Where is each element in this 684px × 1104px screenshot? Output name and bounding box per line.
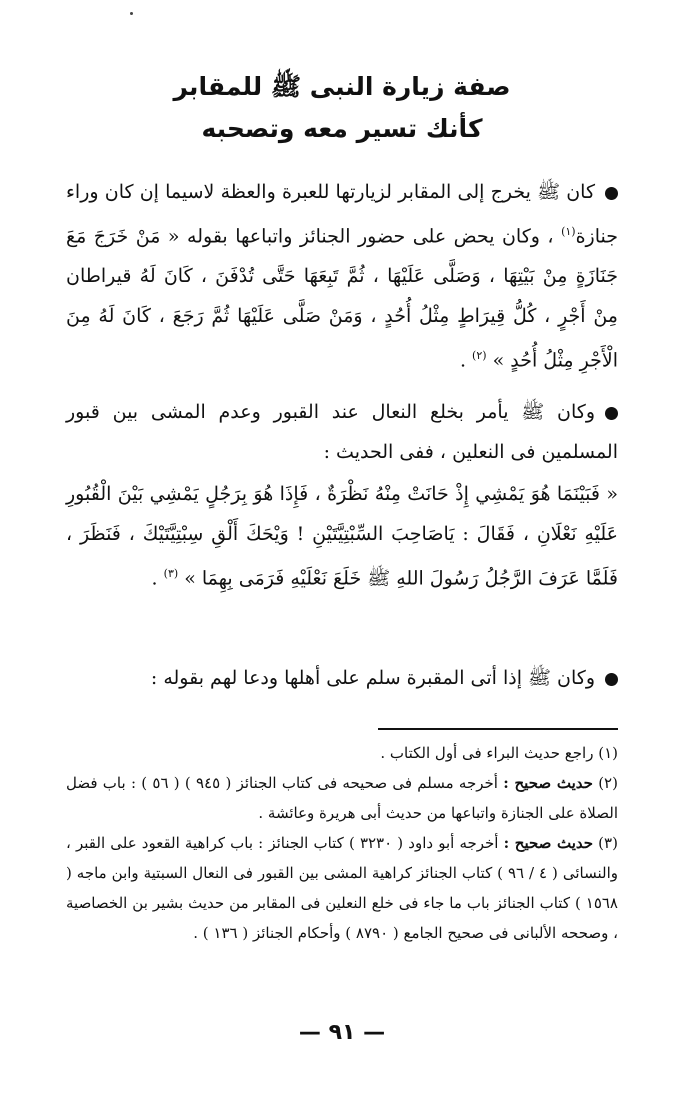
footnote-3-label: حديث صحيح :: [503, 834, 594, 852]
footnote-2-text: أخرجه مسلم فى صحيحه فى كتاب الجنائز ( ٩٤٥ ) ( ٥٦ ) : باب فضل الصلاة على الجنازة واتباعها من حديث أبى هريرة وعائشة .: [66, 774, 618, 822]
page-subtitle: كأنك تسير معه وتصحبه: [201, 114, 483, 143]
footnote-1: (١) راجع حديث البراء فى أول الكتاب .: [380, 744, 618, 762]
footnote-ref-1: (١): [561, 225, 576, 238]
footnote-2-number: (٢): [598, 774, 618, 792]
bullet-icon: [605, 407, 618, 420]
footnote-3-number: (٣): [598, 834, 618, 852]
bullet-icon: [605, 673, 618, 686]
footnote-2-label: حديث صحيح :: [503, 774, 593, 792]
page-number: — ٩١ —: [298, 1020, 386, 1045]
paragraph-3-text: « فَبَيْنَمَا هُوَ يَمْشِي إِذْ حَانَتْ مِنْهُ نَظْرَةٌ ، فَإِذَا هُوَ بِرَجُلٍ يَمْشِي بَيْنَ الْقُبُورِ عَلَيْهِ نَعْلَانِ ، فَقَالَ : يَاصَاحِبَ السِّبْتِيَّتَيْنِ ! وَيْحَكَ أَلْقِ سِبْتِيَّتَيْكَ ، فَنَظَرَ ، فَلَمَّا عَرَفَ الرَّجُلُ رَسُولَ اللهِ ﷺ خَلَعَ نَعْلَيْهِ فَرَمَى بِهِمَا »: [66, 483, 618, 590]
paragraph-1-text-cont: ، وكان يحض على حضور الجنائز واتباعها بقوله « مَنْ خَرَجَ مَعَ جَنَازَةٍ مِنْ بَيْتِهَا ، وَصَلَّى عَلَيْهَا ، ثُمَّ تَبِعَهَا حَتَّى تُدْفَنَ ، كَانَ لَهُ قيراطان مِنْ أَجْرٍ ، كُلُّ قِيرَاطٍ مِثْلُ أُحُدٍ ، وَمَنْ صَلَّى عَلَيْهَا ثُمَّ رَجَعَ ، كَانَ لَهُ مِنَ الْأَجْرِ مِثْلُ أُحُدٍ »: [66, 225, 618, 372]
paragraph-4: [66, 658, 618, 698]
footnotes: [66, 738, 618, 948]
bullet-icon: [605, 187, 618, 200]
paragraph-3-end: .: [151, 567, 158, 590]
paragraph-2-text: وكان ﷺ يأمر بخلع النعال عند القبور وعدم المشى بين قبور المسلمين فى النعلين ، ففى الحديث :: [66, 401, 618, 463]
paragraph-1: [66, 172, 618, 381]
paragraph-2: [66, 392, 618, 472]
paragraph-4-text: وكان ﷺ إذا أتى المقبرة سلم على أهلها ودعا لهم بقوله :: [150, 667, 595, 689]
footnote-2: [66, 768, 618, 828]
footnote-3-text: أخرجه أبو داود ( ٣٢٣٠ ) كتاب الجنائز : باب كراهية القعود على القبر ، والنسائى ( ٤ / ٩٦ ) كتاب الجنائز كراهية المشى بين القبور فى النعال السبتية وابن ماجه ( ١٥٦٨ ) كتاب الجنائز باب ما جاء فى خلع النعلين فى المقابر من حديث بشير بن الخصاصية ، وصححه الألبانى فى صحيح الجامع ( ٨٧٩٠ ) وأحكام الجنائز ( ١٣٦ ) .: [66, 834, 618, 942]
footnote-ref-3: (٣): [163, 567, 179, 580]
footnote-divider: [378, 728, 618, 730]
paragraph-3-hadith: [66, 474, 618, 598]
paragraph-1-end: .: [459, 349, 466, 372]
footnote-ref-2: (٢): [472, 349, 487, 363]
footnote-3: [66, 828, 618, 948]
paragraph-1-text: كان ﷺ يخرج إلى المقابر لزيارتها للعبرة والعظة لاسيما إن كان وراء جنازة: [66, 181, 618, 248]
scan-speck: [130, 12, 133, 15]
page-title: صفة زيارة النبى ﷺ للمقابر: [173, 72, 511, 101]
